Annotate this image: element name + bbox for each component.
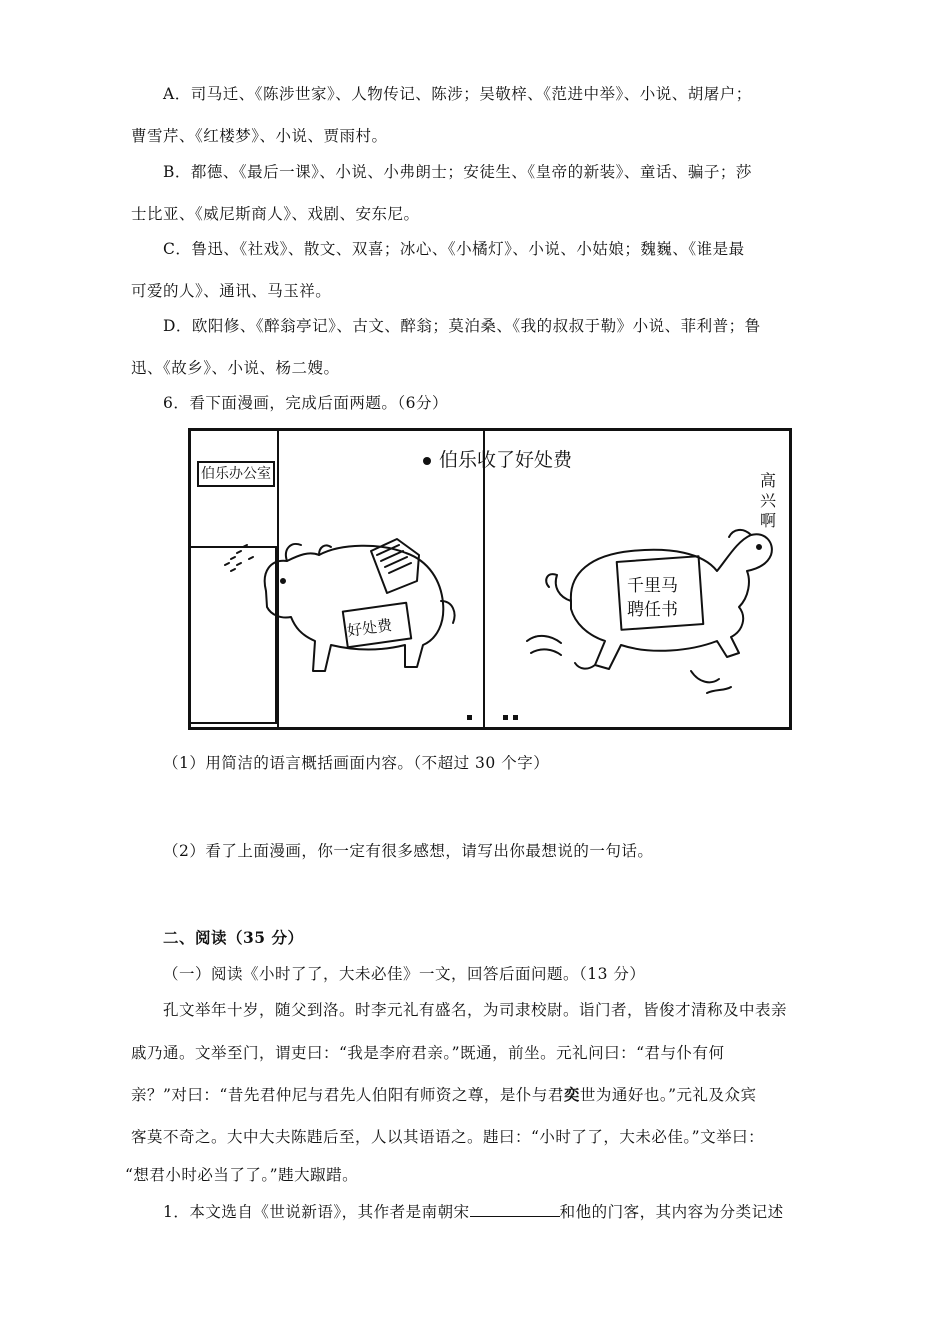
comic-mark (467, 715, 472, 720)
bribe-bag-label: 好处费 (346, 615, 394, 641)
question-1: 1．本文选自《世说新语》，其作者是南朝宋 和他的门客，其内容为分类记述 (163, 1203, 784, 1221)
comic-caption: 伯乐收了好处费 (423, 445, 572, 472)
option-c-line2: 可爱的人》、通讯、马玉祥。 (131, 282, 332, 300)
passage-line-1: 孔文举年十岁，随父到洛。时李元礼有盛名，为司隶校尉。诣门者，皆俊才清称及中表亲 (163, 1001, 788, 1019)
option-d-line2: 迅、《故乡》、小说、杨二嫂。 (131, 359, 340, 377)
question-6-title: 6．看下面漫画，完成后面两题。（6分） (163, 394, 448, 412)
section-2-heading: 二、阅读（35 分） (163, 928, 304, 947)
comic-illustration (188, 428, 792, 730)
emphasized-char: 奕 (563, 1085, 580, 1104)
question-6-sub2: （2）看了上面漫画，你一定有很多感想，请写出你最想说的一句话。 (163, 842, 654, 860)
passage-line-3: 亲？”对曰：“昔先君仲尼与君先人伯阳有师资之尊，是仆与君奕世为通好也。”元礼及众宾 (131, 1085, 757, 1104)
horse-drawings (191, 431, 789, 727)
question-6-sub1: （1）用简洁的语言概括画面内容。（不超过 30 个字） (163, 754, 550, 772)
option-b-line1: B．都德、《最后一课》、小说、小弗朗士；安徒生、《皇帝的新装》、童话、骗子；莎 (163, 163, 752, 181)
appointment-letter-line2: 聘任书 (627, 600, 678, 620)
option-c-line1: C．鲁迅、《社戏》、散文、双喜；冰心、《小橘灯》、小说、小姑娘；魏巍、《谁是最 (163, 240, 745, 258)
option-b-line2: 士比亚、《威尼斯商人》、戏剧、安东尼。 (131, 205, 420, 223)
comic-mark (503, 715, 508, 720)
option-d-line1: D．欧阳修、《醉翁亭记》、古文、醉翁；莫泊桑、《我的叔叔于勒》小说、菲利普；鲁 (163, 317, 761, 335)
option-a-line1: A．司马迁、《陈涉世家》、人物传记、陈涉；吴敬梓、《范进中举》、小说、胡屠户； (163, 85, 752, 103)
answer-blank[interactable] (470, 1202, 560, 1217)
appointment-letter-line1: 千里马 (627, 576, 678, 596)
option-a-line2: 曹雪芹、《红楼梦》、小说、贾雨村。 (131, 127, 388, 145)
comic-mark (513, 715, 518, 720)
exclaim-text: 高兴啊 (759, 471, 776, 530)
office-sign: 伯乐办公室 (197, 461, 275, 487)
passage-line-2: 戚乃通。文举至门，谓吏曰：“我是李府君亲。”既通，前坐。元礼问曰：“君与仆有何 (131, 1044, 725, 1062)
passage-line-4: 客莫不奇之。大中大夫陈韪后至，人以其语语之。韪曰：“小时了了，大未必佳。”文举曰： (131, 1128, 765, 1146)
passage-line-5: “想君小时必当了了。”韪大踧踖。 (125, 1166, 359, 1184)
section-2-subheading: （一）阅读《小时了了，大未必佳》一文，回答后面问题。（13 分） (163, 965, 646, 983)
